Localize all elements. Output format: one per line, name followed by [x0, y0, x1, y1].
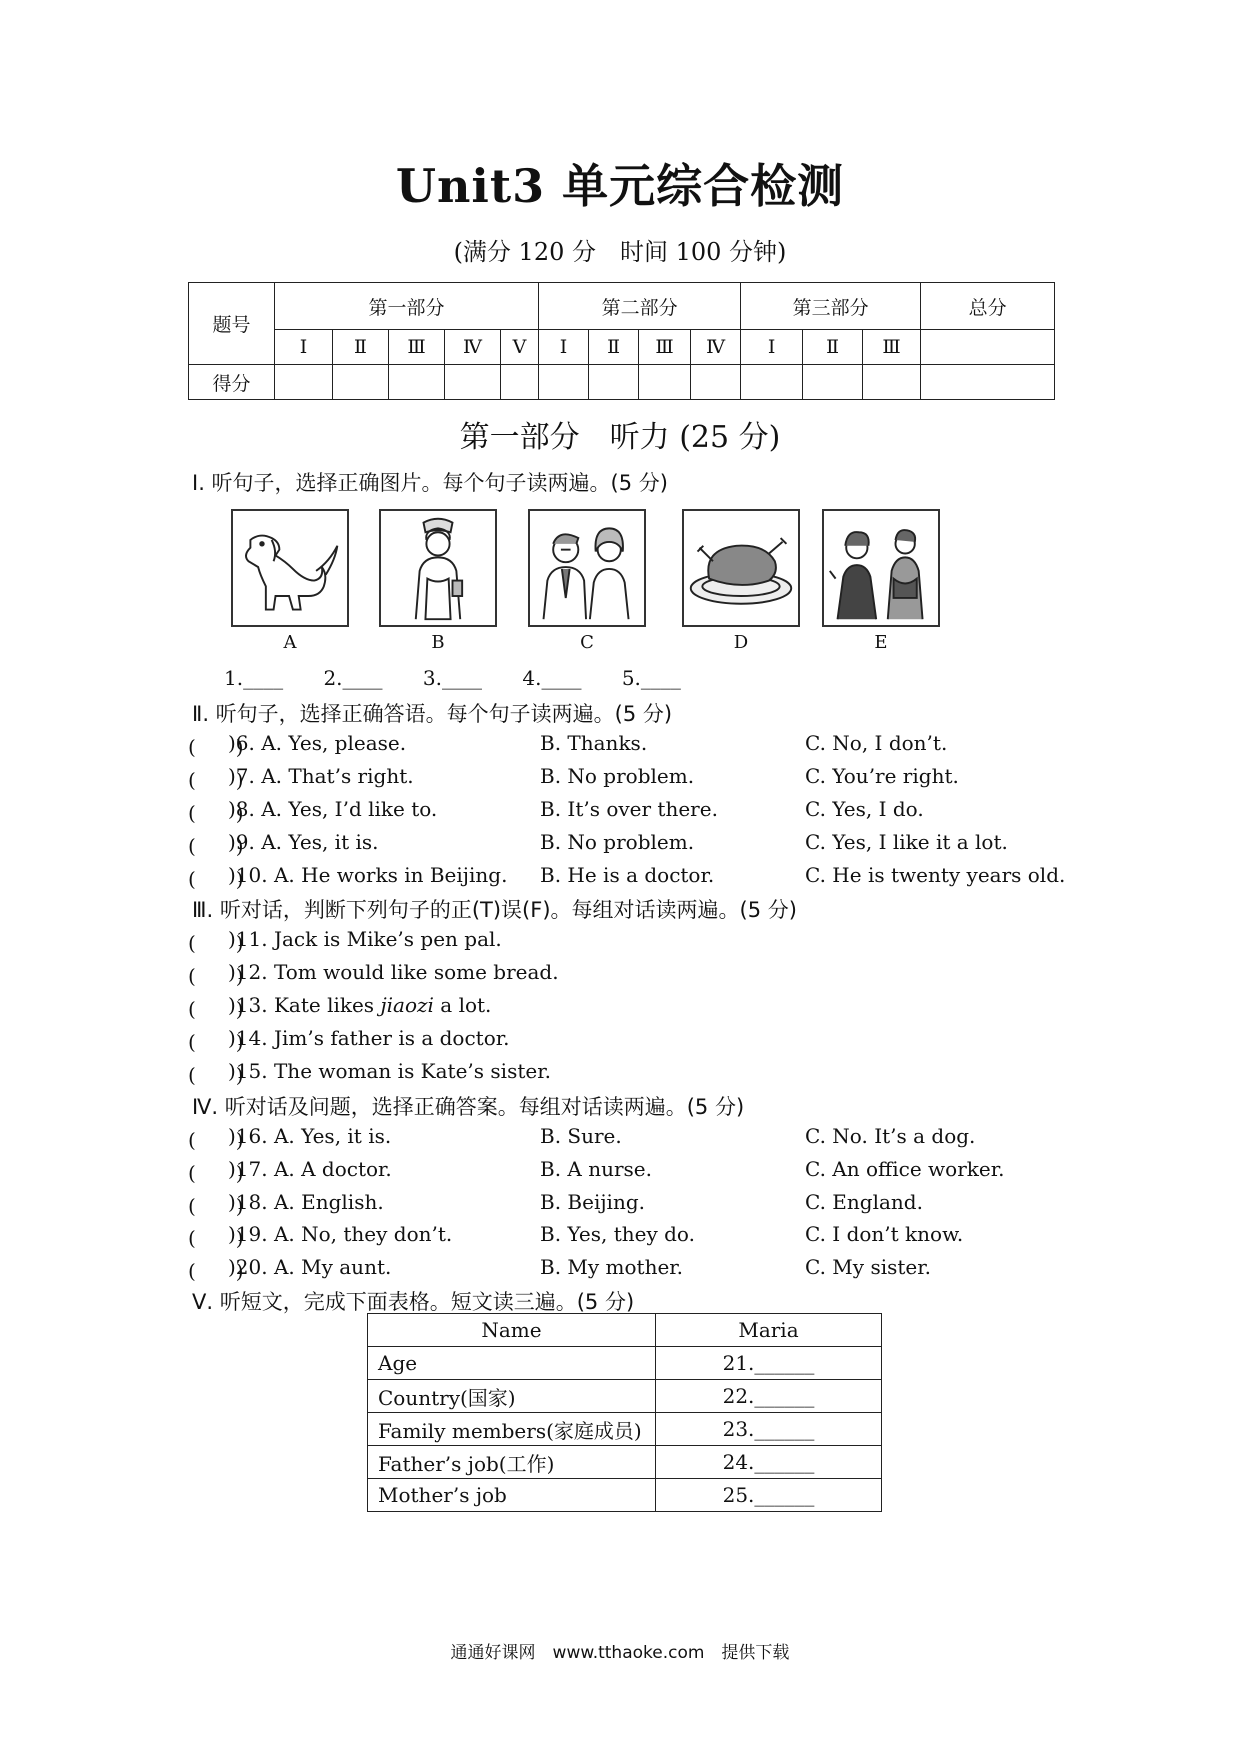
- question-row: [188, 863, 1068, 893]
- score-cell[interactable]: [589, 365, 639, 400]
- question-option-b: B. No problem.: [540, 830, 695, 854]
- answer-blank[interactable]: 1.____: [224, 666, 284, 690]
- picture-label-a: A: [283, 632, 297, 653]
- question-option-c: C. No. It’s a dog.: [805, 1124, 976, 1148]
- question-option-a: )16. A. Yes, it is.: [228, 1124, 392, 1148]
- statement-text: [228, 927, 502, 951]
- maria-table-row-label: Family members(家庭成员): [368, 1413, 656, 1446]
- part1-heading: 第一部分 听力 (25 分): [459, 420, 781, 455]
- score-table-part1: 第一部分: [275, 283, 539, 330]
- true-false-row: [188, 960, 1068, 990]
- section5-heading: Ⅴ. 听短文，完成下面表格。短文读三遍。(5 分): [192, 1290, 635, 1314]
- score-cell[interactable]: [501, 365, 539, 400]
- roast-chicken-icon: [682, 509, 800, 627]
- question-option-a: )18. A. English.: [228, 1190, 384, 1214]
- maria-table-blank[interactable]: 21.______: [656, 1347, 882, 1380]
- maria-table-blank[interactable]: 22.______: [656, 1380, 882, 1413]
- maria-table-row-label: Mother’s job: [368, 1479, 656, 1512]
- picture-label-b: B: [431, 632, 445, 653]
- answer-paren[interactable]: ( ): [188, 867, 244, 891]
- question-option-c: C. No, I don’t.: [805, 731, 948, 755]
- question-option-a: )9. A. Yes, it is.: [228, 830, 379, 854]
- page-title: Unit3 单元综合检测: [395, 159, 845, 213]
- picture-label-e: E: [874, 632, 888, 653]
- question-option-c: C. An office worker.: [805, 1157, 1005, 1181]
- score-cell[interactable]: [639, 365, 691, 400]
- score-cell-empty: [921, 330, 1055, 365]
- answer-paren[interactable]: ( ): [188, 1259, 244, 1283]
- dog-icon: [231, 509, 349, 627]
- score-col: Ⅲ: [639, 330, 691, 365]
- answer-paren[interactable]: ( ): [188, 768, 244, 792]
- answer-blank[interactable]: 4.____: [522, 666, 582, 690]
- question-option-b: B. He is a doctor.: [540, 863, 715, 887]
- score-cell[interactable]: [275, 365, 333, 400]
- statement-pre: )11. Jack is Mike’s pen pal.: [228, 927, 502, 951]
- statement-pre: )12. Tom would like some bread.: [228, 960, 559, 984]
- question-row: [188, 731, 1068, 761]
- maria-table-blank[interactable]: 25.______: [656, 1479, 882, 1512]
- score-cell[interactable]: [863, 365, 921, 400]
- maria-table-header-name: Name: [368, 1314, 656, 1347]
- score-table-part2: 第二部分: [539, 283, 741, 330]
- score-col: Ⅰ: [539, 330, 589, 365]
- score-col: Ⅳ: [691, 330, 741, 365]
- true-false-row: [188, 1026, 1068, 1056]
- statement-pre: )13. Kate likes: [228, 993, 381, 1017]
- answer-paren[interactable]: ( ): [188, 1063, 244, 1087]
- answer-paren[interactable]: ( ): [188, 1194, 244, 1218]
- question-option-a: )20. A. My aunt.: [228, 1255, 392, 1279]
- question-option-c: C. He is twenty years old.: [805, 863, 1066, 887]
- answer-paren[interactable]: ( ): [188, 1226, 244, 1250]
- statement-text: [228, 960, 559, 984]
- score-col: Ⅱ: [333, 330, 389, 365]
- score-cell[interactable]: [741, 365, 803, 400]
- question-option-a: )8. A. Yes, I’d like to.: [228, 797, 438, 821]
- question-option-b: B. Sure.: [540, 1124, 622, 1148]
- score-table-total: 总分: [921, 283, 1055, 330]
- question-row: [188, 1157, 1068, 1187]
- question-option-c: C. My sister.: [805, 1255, 931, 1279]
- section3-heading: Ⅲ. 听对话，判断下列句子的正(T)误(F)。每组对话读两遍。(5 分): [192, 898, 797, 922]
- question-row: [188, 1255, 1068, 1285]
- page-subtitle: (满分 120 分 时间 100 分钟): [453, 238, 787, 266]
- maria-table-row-label: Father’s job(工作): [368, 1446, 656, 1479]
- answer-paren[interactable]: ( ): [188, 931, 244, 955]
- question-option-c: C. I don’t know.: [805, 1222, 964, 1246]
- answer-paren[interactable]: ( ): [188, 735, 244, 759]
- score-col: Ⅰ: [275, 330, 333, 365]
- score-cell[interactable]: [333, 365, 389, 400]
- question-row: [188, 830, 1068, 860]
- question-option-b: B. My mother.: [540, 1255, 684, 1279]
- statement-pre: )15. The woman is Kate’s sister.: [228, 1059, 551, 1083]
- question-option-b: B. Yes, they do.: [540, 1222, 695, 1246]
- score-col: Ⅱ: [589, 330, 639, 365]
- question-option-b: B. A nurse.: [540, 1157, 652, 1181]
- question-option-c: C. Yes, I like it a lot.: [805, 830, 1008, 854]
- question-option-c: C. England.: [805, 1190, 923, 1214]
- question-option-b: B. It’s over there.: [540, 797, 718, 821]
- maria-table-blank[interactable]: 24.______: [656, 1446, 882, 1479]
- question-row: [188, 797, 1068, 827]
- score-cell[interactable]: [445, 365, 501, 400]
- picture-answer-blanks: [224, 666, 715, 690]
- question-option-a: )19. A. No, they don’t.: [228, 1222, 453, 1246]
- score-table: [188, 282, 1055, 400]
- question-option-a: )17. A. A doctor.: [228, 1157, 392, 1181]
- score-cell[interactable]: [803, 365, 863, 400]
- score-col: Ⅰ: [741, 330, 803, 365]
- question-option-c: C. You’re right.: [805, 764, 959, 788]
- section4-heading: Ⅳ. 听对话及问题，选择正确答案。每组对话读两遍。(5 分): [192, 1095, 745, 1119]
- picture-label-c: C: [580, 632, 594, 653]
- page-footer: 通通好课网 www.tthaoke.com 提供下载: [450, 1643, 790, 1663]
- statement-post: a lot.: [433, 993, 492, 1017]
- answer-paren[interactable]: ( ): [188, 1161, 244, 1185]
- question-row: [188, 1124, 1068, 1154]
- score-cell[interactable]: [539, 365, 589, 400]
- answer-paren[interactable]: ( ): [188, 964, 244, 988]
- question-row: [188, 1190, 1068, 1220]
- nurse-icon: [379, 509, 497, 627]
- answer-blank[interactable]: 3.____: [422, 666, 482, 690]
- answer-paren[interactable]: ( ): [188, 801, 244, 825]
- score-table-part3: 第三部分: [741, 283, 921, 330]
- true-false-row: [188, 927, 1068, 957]
- maria-table-header-maria: Maria: [656, 1314, 882, 1347]
- question-option-b: B. Thanks.: [540, 731, 648, 755]
- score-table-label-score: 得分: [189, 365, 275, 400]
- maria-table-row-label: Country(国家): [368, 1380, 656, 1413]
- score-col: Ⅲ: [863, 330, 921, 365]
- answer-paren[interactable]: ( ): [188, 997, 244, 1021]
- office-workers-icon: [822, 509, 940, 627]
- score-col: Ⅴ: [501, 330, 539, 365]
- section2-heading: Ⅱ. 听句子，选择正确答语。每个句子读两遍。(5 分): [192, 702, 673, 726]
- score-cell[interactable]: [921, 365, 1055, 400]
- section1-heading: Ⅰ. 听句子，选择正确图片。每个句子读两遍。(5 分): [192, 471, 668, 495]
- couple-icon: [528, 509, 646, 627]
- question-option-b: B. Beijing.: [540, 1190, 645, 1214]
- question-row: [188, 1222, 1068, 1252]
- maria-table-row-label: Age: [368, 1347, 656, 1380]
- answer-blank[interactable]: 5.____: [621, 666, 681, 690]
- score-col: Ⅳ: [445, 330, 501, 365]
- true-false-row: [188, 993, 1068, 1023]
- answer-paren[interactable]: ( ): [188, 834, 244, 858]
- question-option-a: )10. A. He works in Beijing.: [228, 863, 508, 887]
- maria-info-table: [367, 1313, 882, 1512]
- score-cell[interactable]: [389, 365, 445, 400]
- statement-italic: jiaozi: [380, 993, 434, 1017]
- picture-label-d: D: [733, 632, 749, 653]
- question-option-c: C. Yes, I do.: [805, 797, 924, 821]
- answer-blank[interactable]: 2.____: [323, 666, 383, 690]
- question-option-b: B. No problem.: [540, 764, 695, 788]
- question-option-a: )6. A. Yes, please.: [228, 731, 407, 755]
- question-option-a: )7. A. That’s right.: [228, 764, 414, 788]
- score-col: Ⅱ: [803, 330, 863, 365]
- statement-text: [228, 993, 491, 1017]
- score-cell[interactable]: [691, 365, 741, 400]
- statement-pre: )14. Jim’s father is a doctor.: [228, 1026, 510, 1050]
- statement-text: [228, 1059, 551, 1083]
- maria-table-blank[interactable]: 23.______: [656, 1413, 882, 1446]
- statement-text: [228, 1026, 509, 1050]
- answer-paren[interactable]: ( ): [188, 1030, 244, 1054]
- score-table-label-question: 题号: [189, 283, 275, 365]
- answer-paren[interactable]: ( ): [188, 1128, 244, 1152]
- question-row: [188, 764, 1068, 794]
- true-false-row: [188, 1059, 1068, 1089]
- score-col: Ⅲ: [389, 330, 445, 365]
